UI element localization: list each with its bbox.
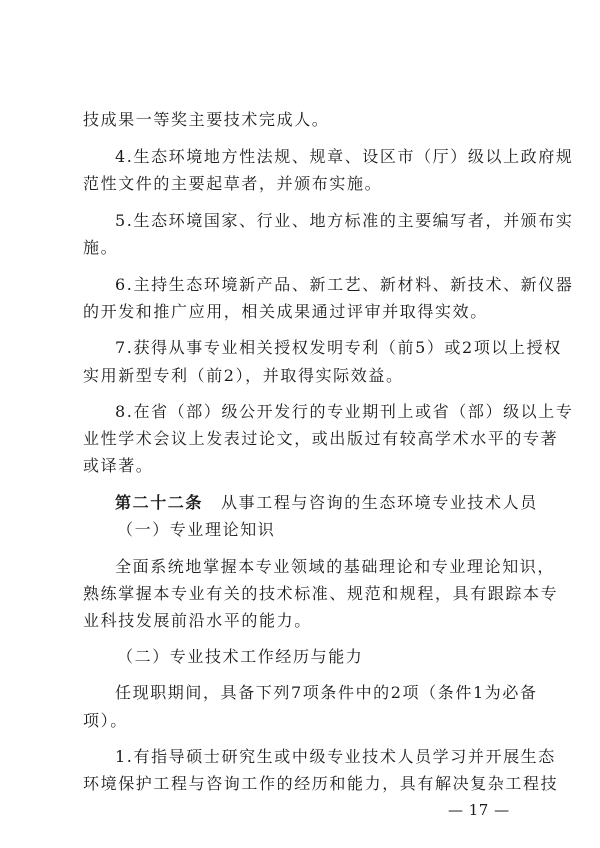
- section-2-line-1: 任现职期间，具备下列7项条件中的2项（条件1为必备: [115, 683, 538, 702]
- list-item-4-line-1: 4.生态环境地方性法规、规章、设区市（厅）级以上政府规: [115, 147, 574, 166]
- list-item-4-line-2: 范性文件的主要起草者，并颁布实施。: [83, 174, 383, 193]
- section-2-line-2: 项）。: [83, 711, 128, 730]
- list-item-8-line-1: 8.在省（部）级公开发行的专业期刊上或省（部）级以上专: [115, 402, 574, 421]
- article-number: 第二十二条: [115, 493, 204, 512]
- list-item-5-line-1: 5.生态环境国家、行业、地方标准的主要编写者，并颁布实: [115, 211, 574, 230]
- paragraph-line: 技成果一等奖主要技术完成人。: [83, 110, 330, 129]
- list-item-8-line-2: 业性学术会议上发表过论文，或出版过有较高学术水平的专著: [83, 429, 559, 448]
- list-item-8-line-3: 或译著。: [83, 456, 154, 475]
- section-1-line-2: 熟练掌握本专业有关的技术标准、规范和规程，具有跟踪本专: [83, 584, 559, 603]
- section-1-line-1: 全面系统地掌握本专业领域的基础理论和专业理论知识，: [115, 557, 556, 576]
- article-heading: [115, 493, 538, 513]
- section-heading-2: （二）专业技术工作经历与能力: [117, 647, 364, 666]
- list-item-7-line-1: 7.获得从事专业相关授权发明专利（前5）或2项以上授权: [115, 338, 562, 357]
- list-item-7-line-2: 实用新型专利（前2），并取得实际效益。: [83, 366, 404, 385]
- section-2-line-3: 1.有指导硕士研究生或中级专业技术人员学习并开展生态: [115, 747, 556, 766]
- article-text: 从事工程与咨询的生态环境专业技术人员: [221, 493, 538, 512]
- page-number: — 17 —: [448, 801, 510, 819]
- section-2-line-4: 环境保护工程与咨询工作的经历和能力，具有解决复杂工程技: [83, 774, 559, 793]
- section-1-line-3: 业科技发展前沿水平的能力。: [83, 611, 312, 630]
- list-item-6-line-2: 的开发和推广应用，相关成果通过评审并取得实效。: [83, 302, 488, 321]
- list-item-5-line-2: 施。: [83, 238, 119, 257]
- list-item-6-line-1: 6.主持生态环境新产品、新工艺、新材料、新技术、新仪器: [115, 275, 574, 294]
- section-heading-1: （一）专业理论知识: [117, 520, 276, 539]
